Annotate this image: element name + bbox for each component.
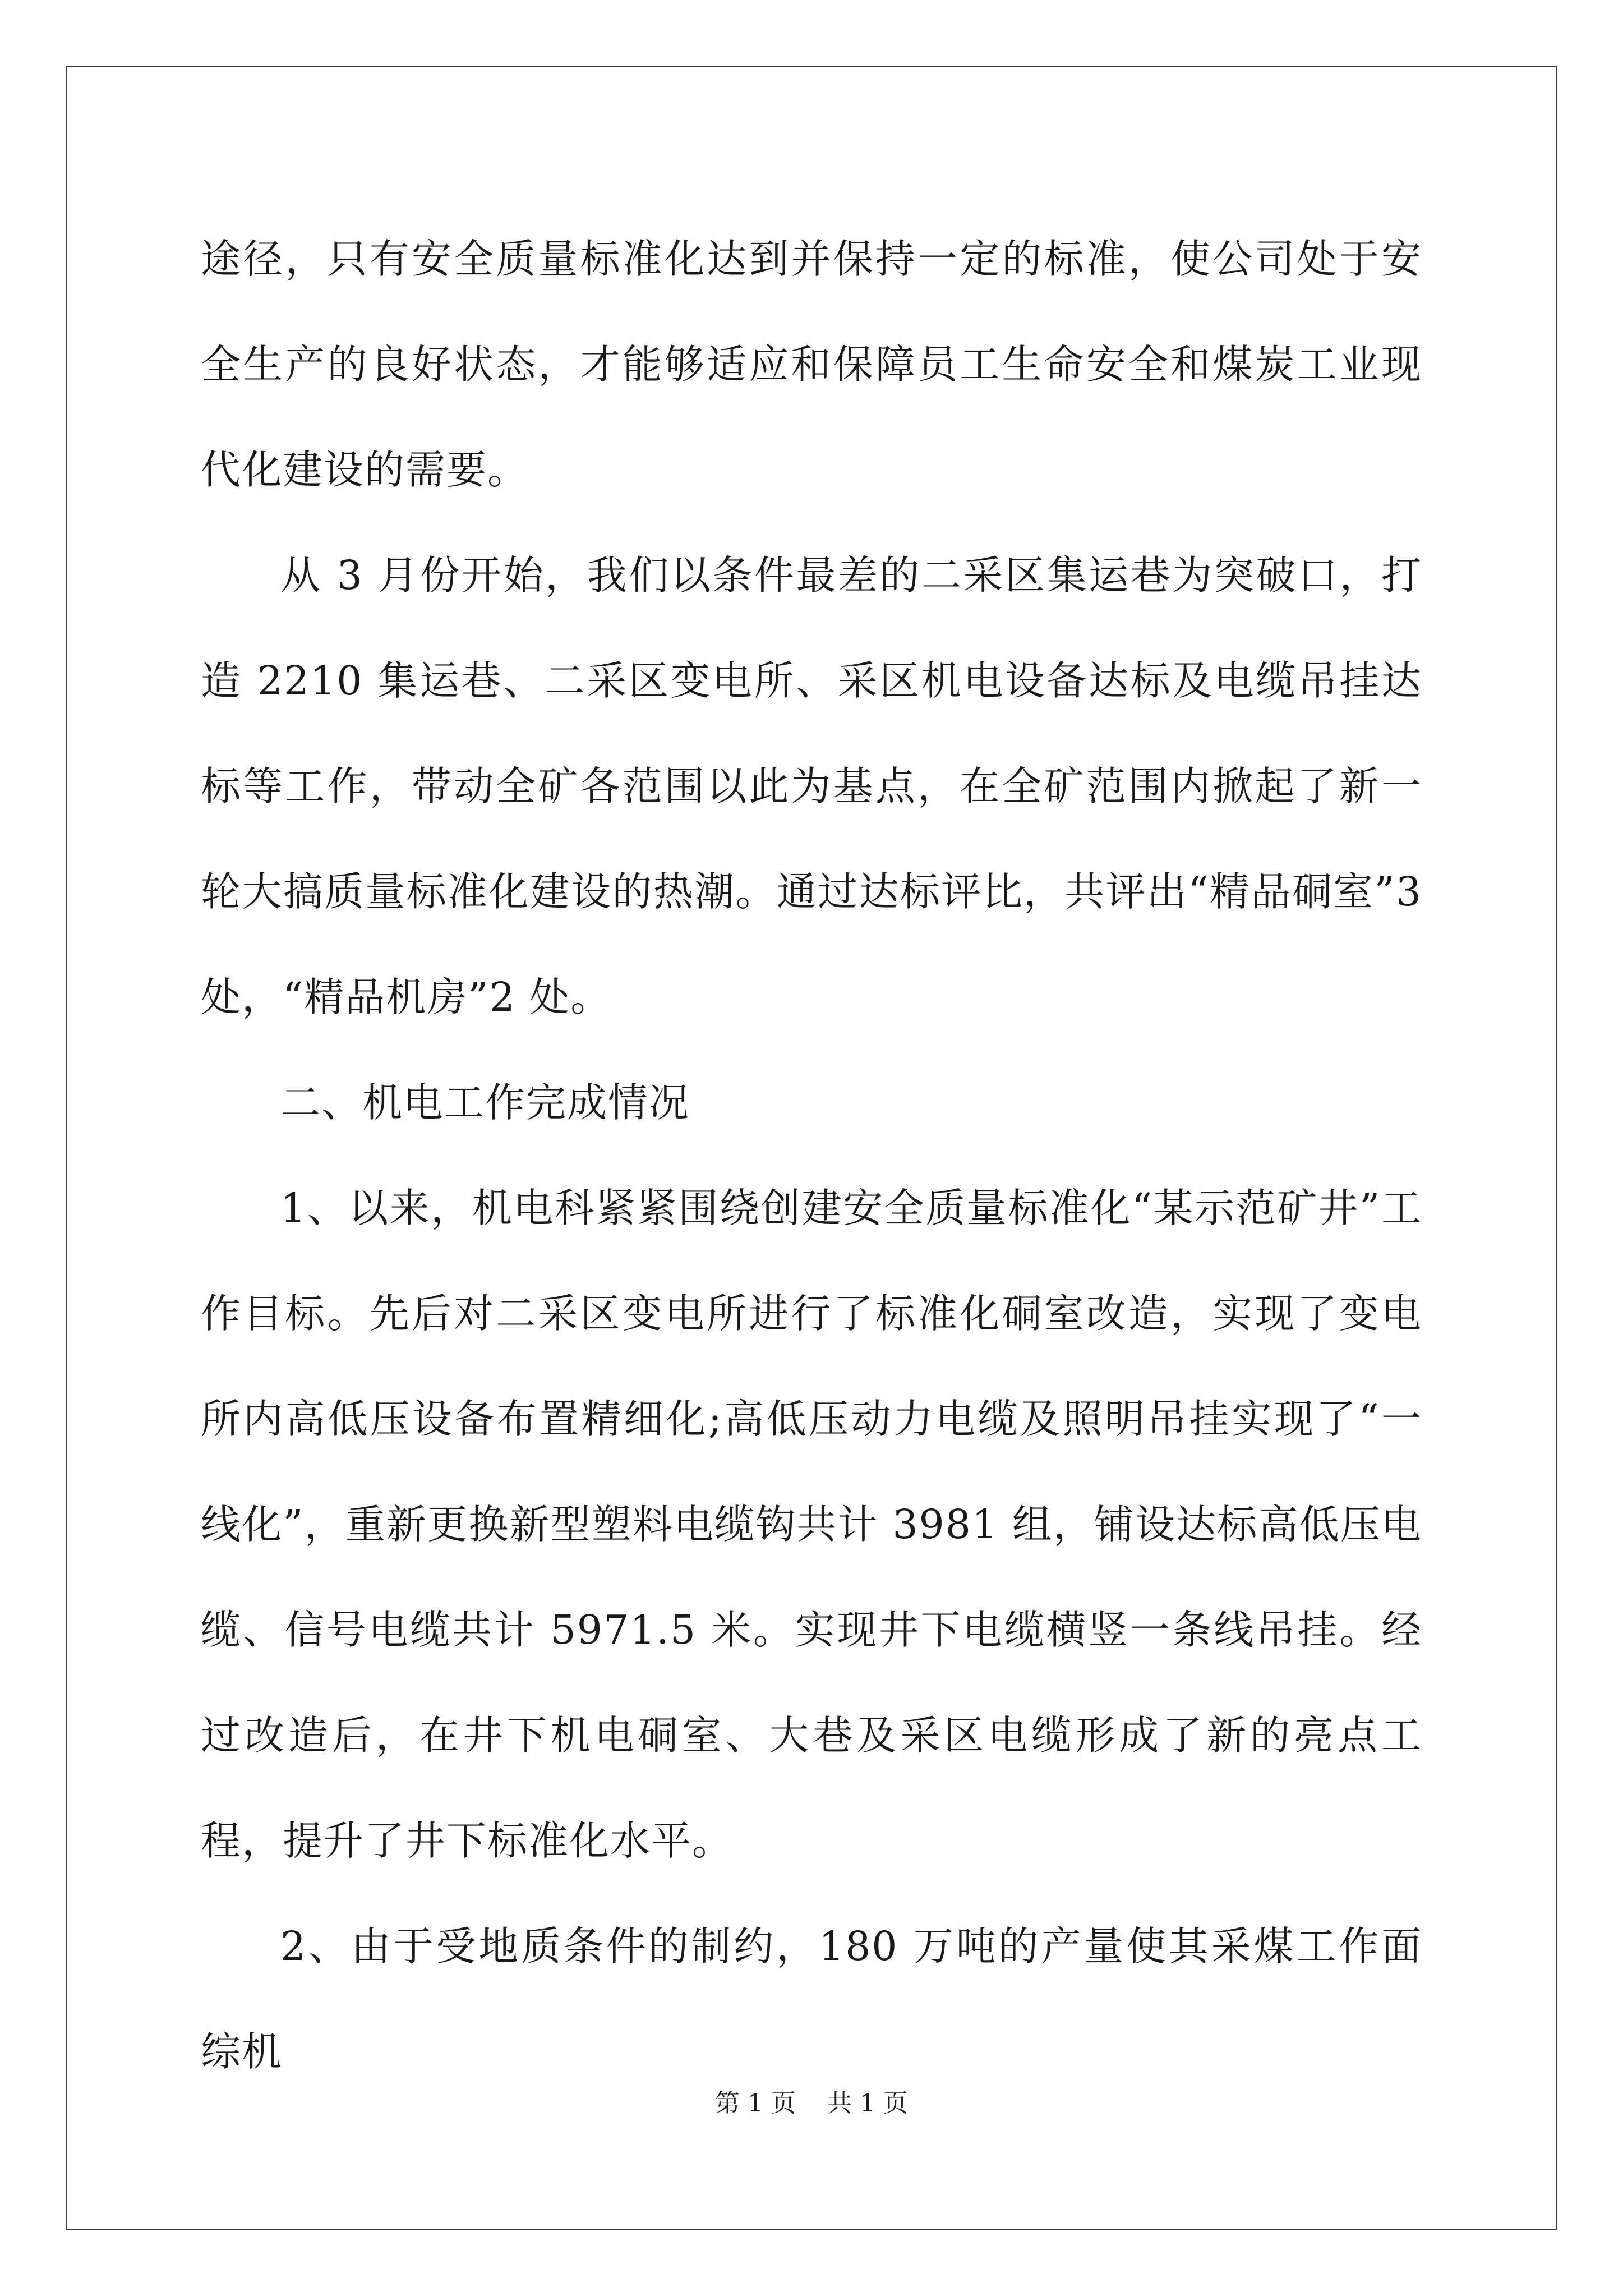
section-heading: 二、机电工作完成情况 — [280, 1079, 690, 1126]
paragraph-4: 2、由于受地质条件的制约，180 万吨的产量使其采煤工作面综机 — [201, 1923, 1422, 2075]
paragraph-1: 途径，只有安全质量标准化达到并保持一定的标准，使公司处于安全生产的良好状态，才能够适应和保障员工生命安全和煤炭工业现代化建设的需要。 — [201, 236, 1422, 493]
paragraph-3: 1、以来，机电科紧紧围绕创建安全质量标准化“某示范矿井”工作目标。先后对二采区变电所进行了标准化硐室改造，实现了变电所内高低压设备布置精细化;高低压动力电缆及照明吊挂实现了“一线化”，重新更换新型塑料电缆钩共计 3981 组，铺设达标高低压电缆、信号电缆共计 5971.5 米。实现井下电缆横竖一条线吊挂。经过改造后，在井下机电硐室、大巷及采区电缆形成了新的亮点工程，提升了井下标准化水平。 — [201, 1185, 1422, 1864]
paragraph-2: 从 3 月份开始，我们以条件最差的二采区集运巷为突破口，打造 2210 集运巷、二采区变电所、采区机电设备达标及电缆吊挂达标等工作，带动全矿各范围以此为基点，在全矿范围内掀起了新一轮大搞质量标准化建设的热潮。通过达标评比，共评出“精品硐室”3 处，“精品机房”2 处。 — [201, 552, 1422, 1020]
document-body — [201, 206, 1422, 2105]
page-footer: 第 1 页 共 1 页 — [715, 2089, 908, 2118]
